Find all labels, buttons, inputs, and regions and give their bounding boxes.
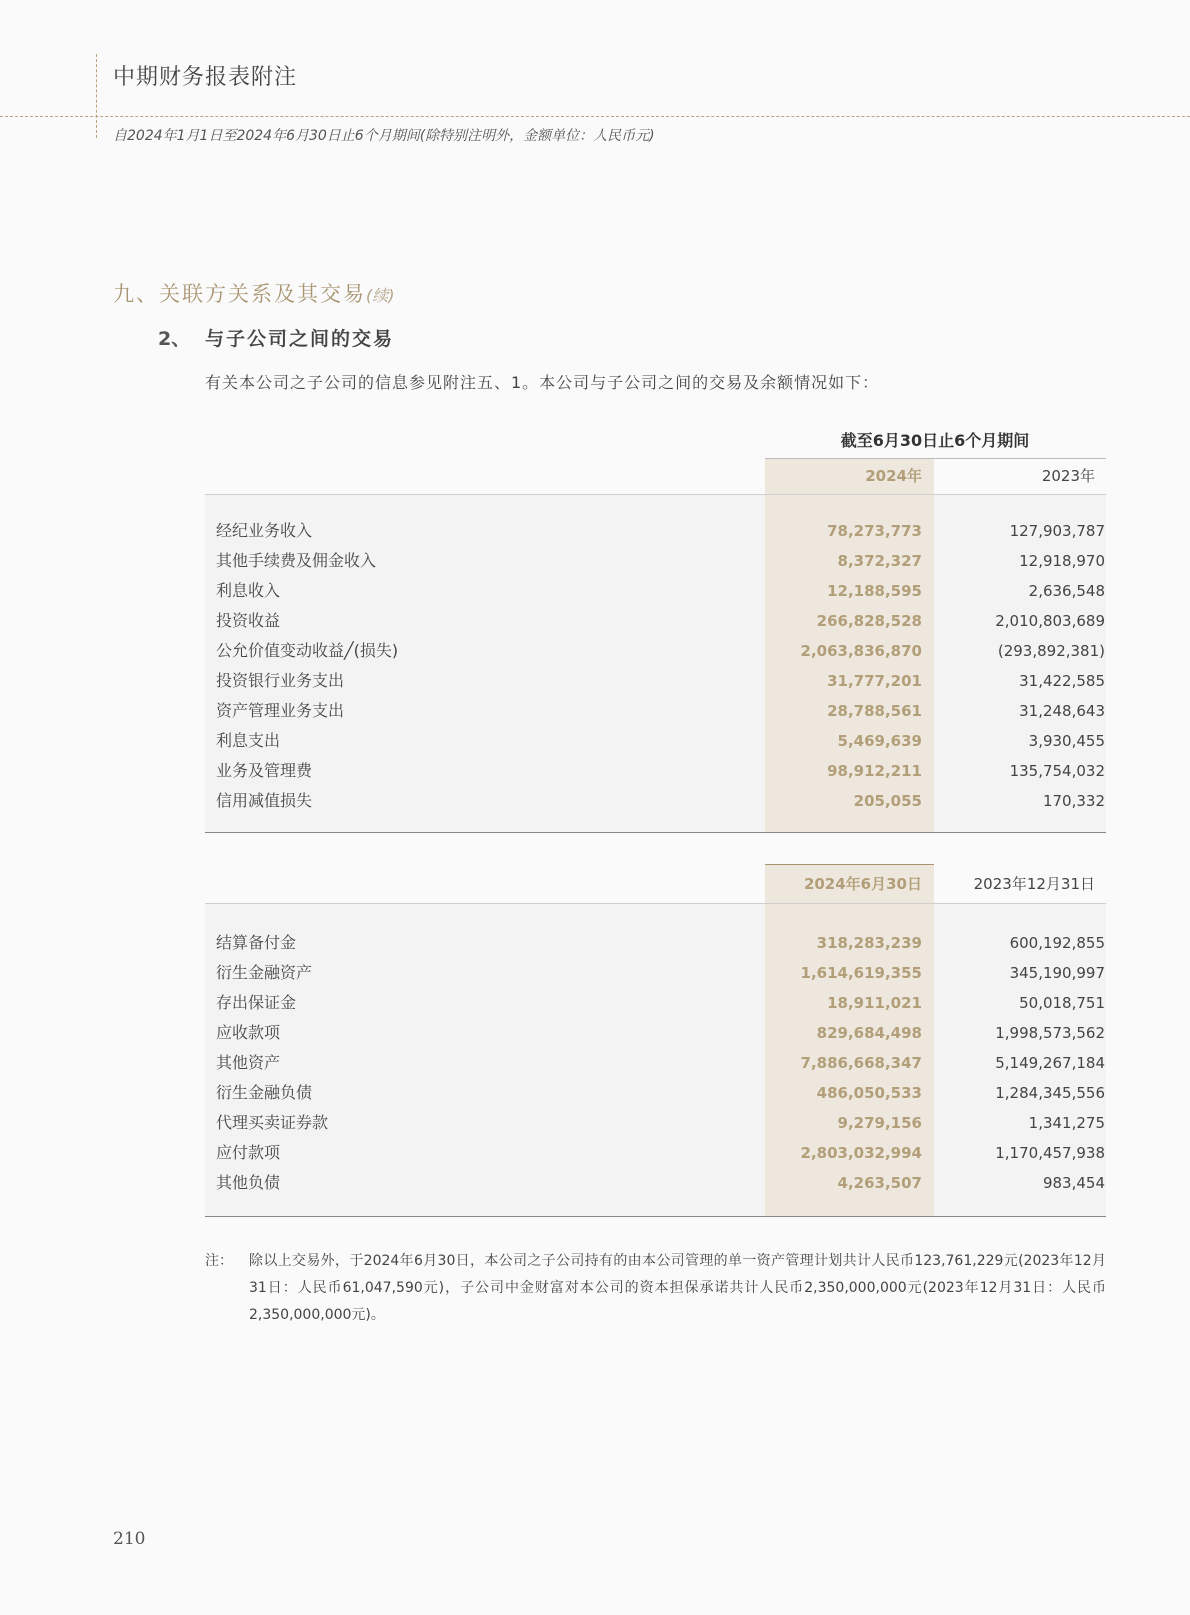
row-label: 投资收益 bbox=[216, 611, 281, 630]
value-prior: 983,454 bbox=[1042, 1174, 1105, 1192]
row-label: 衍生金融资产 bbox=[216, 963, 313, 982]
value-prior: 1,341,275 bbox=[1028, 1114, 1105, 1132]
table-row bbox=[205, 928, 1106, 958]
table-row bbox=[205, 1018, 1106, 1048]
table-row bbox=[205, 696, 1106, 726]
table-row bbox=[205, 546, 1106, 576]
value-current: 5,469,639 bbox=[837, 732, 922, 750]
value-current: 318,283,239 bbox=[816, 934, 922, 952]
table-row bbox=[205, 576, 1106, 606]
value-prior: 2,636,548 bbox=[1028, 582, 1105, 600]
value-prior: 50,018,751 bbox=[1019, 994, 1105, 1012]
value-current: 829,684,498 bbox=[816, 1024, 922, 1042]
row-label: 代理买卖证券款 bbox=[216, 1113, 329, 1132]
row-label: 投资银行业务支出 bbox=[216, 671, 345, 690]
running-header-subtitle: 自2024年1月1日至2024年6月30日止6个月期间(除特别注明外，金额单位：人民币元) bbox=[113, 128, 655, 144]
header-rule bbox=[205, 903, 1106, 904]
table-row bbox=[205, 1168, 1106, 1198]
row-label: 利息收入 bbox=[216, 581, 281, 600]
row-label: 衍生金融负债 bbox=[216, 1083, 313, 1102]
row-label: 信用减值损失 bbox=[216, 791, 313, 810]
value-current: 8,372,327 bbox=[837, 552, 922, 570]
table-row bbox=[205, 726, 1106, 756]
table-row bbox=[205, 988, 1106, 1018]
table-row bbox=[205, 666, 1106, 696]
header-vertical-rule bbox=[96, 54, 97, 138]
value-current: 2,063,836,870 bbox=[800, 642, 922, 660]
value-current: 12,188,595 bbox=[827, 582, 922, 600]
section-title bbox=[113, 278, 395, 308]
row-label: 业务及管理费 bbox=[216, 761, 313, 780]
column-header-current: 2024年 bbox=[865, 467, 922, 485]
value-current: 1,614,619,355 bbox=[800, 964, 922, 982]
value-current: 7,886,668,347 bbox=[800, 1054, 922, 1072]
row-label: 存出保证金 bbox=[216, 993, 297, 1012]
subsection-title: 与子公司之间的交易 bbox=[205, 328, 395, 350]
value-prior: 1,170,457,938 bbox=[995, 1144, 1105, 1162]
value-current: 205,055 bbox=[853, 792, 922, 810]
row-label: 其他资产 bbox=[216, 1053, 281, 1072]
bottom-rule bbox=[205, 832, 1106, 833]
intro-paragraph: 有关本公司之子公司的信息参见附注五、1。本公司与子公司之间的交易及余额情况如下： bbox=[205, 373, 880, 392]
table-row bbox=[205, 516, 1106, 546]
footnote-text: 除以上交易外，于2024年6月30日，本公司之子公司持有的由本公司管理的单一资产管理计划共计人民币123,761,229元(2023年12月31日：人民币61,047,590元)，子公司中金财富对本公司的资本担保承诺共计人民币2,350,000,000元(2023年12月31日：人民币2,350,000,000元)。 bbox=[249, 1253, 1106, 1323]
table-row bbox=[205, 1108, 1106, 1138]
table-row bbox=[205, 1138, 1106, 1168]
table-row bbox=[205, 1078, 1106, 1108]
row-label: 资产管理业务支出 bbox=[216, 701, 345, 720]
value-current: 18,911,021 bbox=[827, 994, 922, 1012]
table-row bbox=[205, 606, 1106, 636]
value-prior: 5,149,267,184 bbox=[995, 1054, 1105, 1072]
value-prior: 1,998,573,562 bbox=[995, 1024, 1105, 1042]
row-label: 应收款项 bbox=[216, 1023, 281, 1042]
row-label: 经纪业务收入 bbox=[216, 521, 313, 540]
footnote-tag: 注： bbox=[205, 1253, 233, 1269]
running-header-title: 中期财务报表附注 bbox=[113, 65, 298, 90]
header-rule bbox=[205, 494, 1106, 495]
row-label: 公允价值变动收益╱(损失) bbox=[216, 641, 399, 660]
table-row bbox=[205, 786, 1106, 816]
value-prior: 1,284,345,556 bbox=[995, 1084, 1105, 1102]
period-header: 截至6月30日止6个月期间 bbox=[840, 431, 1030, 450]
value-prior: 345,190,997 bbox=[1009, 964, 1105, 982]
table-row bbox=[205, 636, 1106, 666]
value-prior: 600,192,855 bbox=[1009, 934, 1105, 952]
table-row bbox=[205, 958, 1106, 988]
value-prior: 2,010,803,689 bbox=[995, 612, 1105, 630]
subsection-number: 2、 bbox=[158, 328, 191, 350]
value-current: 31,777,201 bbox=[827, 672, 922, 690]
row-label: 结算备付金 bbox=[216, 933, 297, 952]
value-prior: 31,248,643 bbox=[1019, 702, 1105, 720]
table-row bbox=[205, 1048, 1106, 1078]
section-continued: (续) bbox=[366, 286, 395, 305]
value-current: 486,050,533 bbox=[816, 1084, 922, 1102]
header-dashed-rule bbox=[0, 116, 1190, 117]
value-current: 78,273,773 bbox=[827, 522, 922, 540]
row-label: 其他负债 bbox=[216, 1173, 281, 1192]
column-header-prior: 2023年12月31日 bbox=[973, 875, 1095, 893]
row-label: 其他手续费及佣金收入 bbox=[216, 551, 377, 570]
value-current: 9,279,156 bbox=[837, 1114, 922, 1132]
value-current: 2,803,032,994 bbox=[800, 1144, 922, 1162]
value-current: 266,828,528 bbox=[816, 612, 922, 630]
period-header-rule bbox=[765, 458, 1106, 459]
bottom-rule bbox=[205, 1216, 1106, 1217]
row-label: 应付款项 bbox=[216, 1143, 281, 1162]
value-prior: 170,332 bbox=[1042, 792, 1105, 810]
value-prior: 12,918,970 bbox=[1019, 552, 1105, 570]
value-current: 98,912,211 bbox=[827, 762, 922, 780]
value-current: 28,788,561 bbox=[827, 702, 922, 720]
page-number: 210 bbox=[113, 1529, 146, 1549]
value-prior: 3,930,455 bbox=[1028, 732, 1105, 750]
value-prior: 127,903,787 bbox=[1009, 522, 1105, 540]
row-label: 利息支出 bbox=[216, 731, 281, 750]
value-current: 4,263,507 bbox=[837, 1174, 922, 1192]
value-prior: 31,422,585 bbox=[1019, 672, 1105, 690]
current-column-top-rule bbox=[765, 864, 934, 865]
value-prior: 135,754,032 bbox=[1009, 762, 1105, 780]
section-title-text: 九、关联方关系及其交易 bbox=[113, 282, 366, 306]
column-header-current: 2024年6月30日 bbox=[803, 875, 922, 893]
column-header-prior: 2023年 bbox=[1041, 467, 1095, 485]
table-row bbox=[205, 756, 1106, 786]
value-prior: (293,892,381) bbox=[997, 642, 1105, 660]
